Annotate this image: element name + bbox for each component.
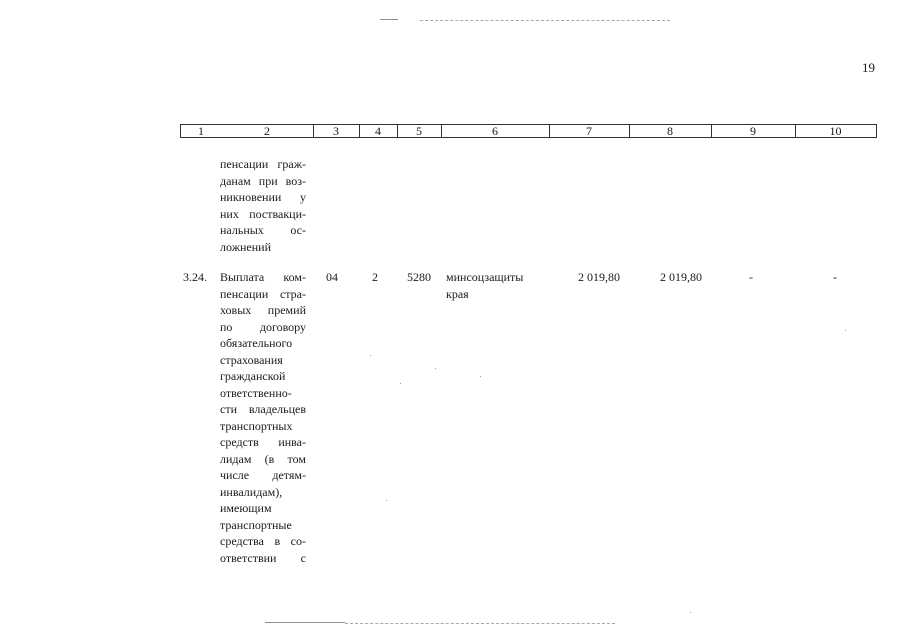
description-line: транспортных [220,418,293,433]
column-header: 4 [375,124,381,138]
description-line: средства в со- [220,534,306,548]
description-line: числе детям- [220,468,306,482]
cell-col4: 2 [372,270,378,284]
column-header: 2 [264,124,270,138]
continued-row-description [220,156,306,255]
description-line: по договору [220,319,306,334]
scan-speck [400,383,401,384]
scan-speck [435,368,436,369]
column-header: 9 [750,124,756,138]
description-line: сти владельцев [220,402,306,416]
description-line: ответственно- [220,385,292,400]
column-header: 1 [198,124,204,138]
cell-col7: 2 019,80 [578,270,620,284]
column-header: 8 [667,124,673,138]
scan-artifact-line [345,623,615,624]
row-number: 3.24. [183,270,207,284]
page-number: 19 [862,60,875,75]
scan-speck [370,355,371,356]
cell-col6 [446,269,523,302]
scan-artifact-line [420,20,670,21]
description-line: обязательного [220,336,293,350]
description-line: никновении у [220,190,306,204]
cell-col9: - [749,270,753,284]
description-line: ховых премий [220,303,306,317]
scan-speck [845,330,846,331]
cell-col10: - [833,270,837,284]
scan-speck [386,500,387,501]
cell-col6-line: минсоцзащиты [446,270,524,284]
cell-col5: 5280 [407,270,431,284]
description-line: средств инва- [220,435,306,449]
column-header: 5 [416,124,422,138]
column-header: 7 [586,124,592,138]
table-header-row [180,124,877,138]
column-header: 3 [333,124,339,138]
scan-speck [690,612,691,613]
scan-speck [480,376,481,377]
description-line: гражданской [220,369,286,383]
description-line: ложнений [220,239,271,254]
description-line: пенсации граж- [220,157,306,171]
description-line: имеющим [220,501,272,515]
cell-col3: 04 [326,270,338,284]
description-line: данам при воз- [220,173,306,188]
scan-artifact-line [265,622,345,623]
description-line: ответствии с [220,550,306,565]
cell-col8: 2 019,80 [660,270,702,284]
description-line: пенсации стра- [220,286,306,301]
scan-artifact-line [380,19,398,20]
description-line: лидам (в том [220,451,306,466]
description-line: нальных ос- [220,223,306,237]
description-line: страхования [220,352,283,367]
column-header: 6 [492,124,498,138]
row-description [220,269,306,566]
description-line: Выплата ком- [220,270,306,284]
description-line: транспортные [220,517,292,532]
description-line: них поствакци- [220,206,306,221]
cell-col6-line: края [446,286,469,301]
description-line: инвалидам), [220,484,283,499]
column-header: 10 [829,124,842,138]
